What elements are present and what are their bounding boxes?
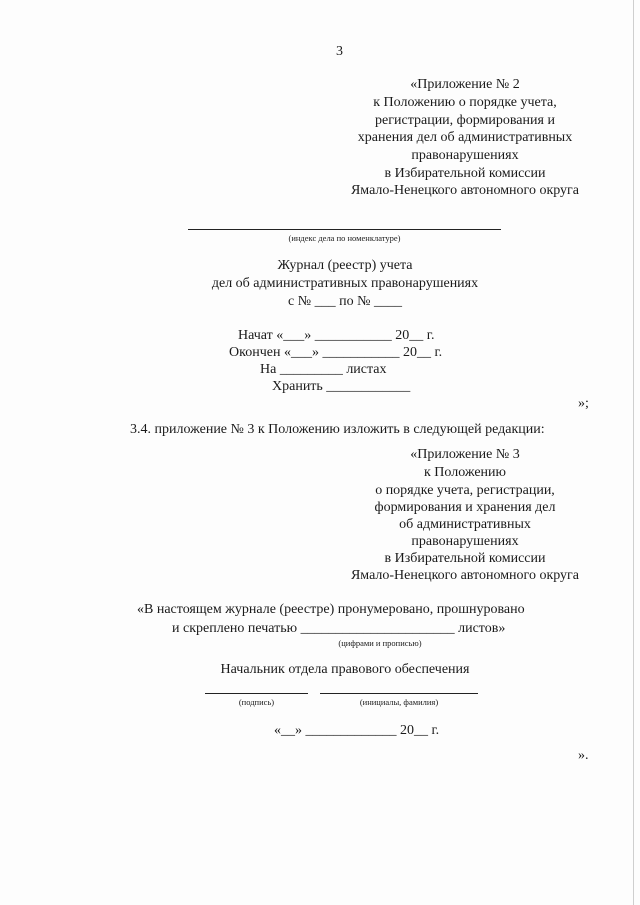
index-underline xyxy=(188,229,501,230)
appendix2-line: к Положению о порядке учета, xyxy=(373,95,557,110)
journal-title-line: с № ___ по № ____ xyxy=(288,294,402,309)
appendix3-line: о порядке учета, регистрации, xyxy=(375,483,555,498)
appendix3-line: к Положению xyxy=(423,465,506,480)
appendix3-line: формирования и хранения дел xyxy=(374,500,556,515)
signature-closing-mark: ». xyxy=(578,748,589,763)
index-caption: (индекс дела по номенклатуре) xyxy=(288,233,401,243)
page-edge xyxy=(633,0,634,905)
signature-underline xyxy=(205,693,308,694)
journal-title-line: Журнал (реестр) учета xyxy=(277,258,413,273)
signature-title: Начальник отдела правового обеспечения xyxy=(220,662,470,677)
journal-sheets: На _________ листах xyxy=(260,362,387,377)
appendix3-line: в Избирательной комиссии xyxy=(384,551,546,566)
appendix2-line: в Избирательной комиссии xyxy=(384,166,546,181)
journal-title-line: дел об административных правонарушениях xyxy=(211,276,479,291)
journal-keep: Хранить ____________ xyxy=(272,379,411,394)
appendix2-line: Ямало-Ненецкого автономного округа xyxy=(350,183,580,198)
appendix3-line: правонарушениях xyxy=(411,534,519,549)
journal-closing-mark: »; xyxy=(578,396,589,411)
certification-line-2: и скреплено печатью ______________________ листов» xyxy=(172,621,506,636)
certification-caption: (цифрами и прописью) xyxy=(338,638,422,648)
appendix3-line: об административных xyxy=(399,517,531,532)
journal-started: Начат «___» ___________ 20__ г. xyxy=(238,328,435,343)
appendix2-line: правонарушениях xyxy=(411,148,519,163)
appendix2-line: «Приложение № 2 xyxy=(410,77,520,92)
signature-date: «__» _____________ 20__ г. xyxy=(274,723,440,738)
signature-caption: (подпись) xyxy=(238,697,275,707)
name-caption: (инициалы, фамилия) xyxy=(359,697,439,707)
clause-text: 3.4. приложение № 3 к Положению изложить в следующей редакции: xyxy=(130,422,545,437)
appendix3-line: Ямало-Ненецкого автономного округа xyxy=(350,568,580,583)
appendix2-line: регистрации, формирования и xyxy=(375,113,555,128)
journal-ended: Окончен «___» ___________ 20__ г. xyxy=(229,345,443,360)
certification-line-1: «В настоящем журнале (реестре) пронумеровано, прошнуровано xyxy=(137,602,525,617)
appendix2-line: хранения дел об административных xyxy=(357,130,573,145)
name-underline xyxy=(320,693,478,694)
appendix3-line: «Приложение № 3 xyxy=(410,447,520,462)
page-number: 3 xyxy=(336,44,343,59)
